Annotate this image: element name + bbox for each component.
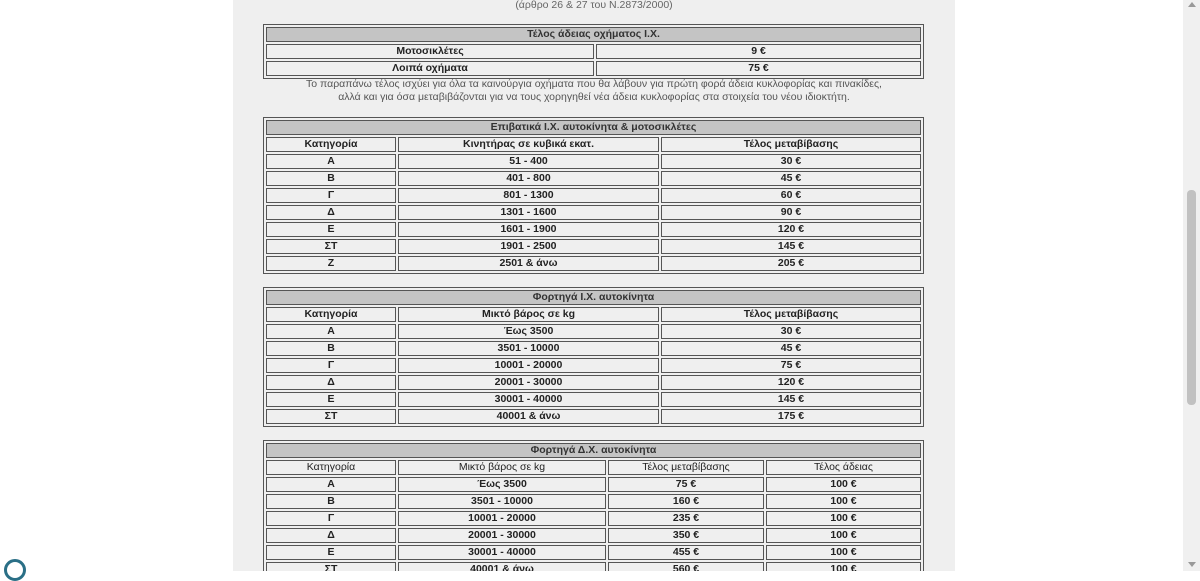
weight-cell: Έως 3500 (398, 324, 659, 339)
law-reference: (άρθρο 26 & 27 του Ν.2873/2000) (515, 0, 673, 11)
category-cell: ΣΤ (266, 409, 396, 424)
private-trucks-transfer-table (263, 287, 924, 427)
cars-transfer-table (263, 117, 924, 274)
table-row (266, 392, 921, 407)
column-header: Κινητήρας σε κυβικά εκατ. (398, 137, 659, 152)
license-fee-cell: 100 € (766, 511, 921, 526)
table-header-row (266, 307, 921, 322)
table-title: Επιβατικά Ι.Χ. αυτοκίνητα & μοτοσικλέτες (266, 120, 921, 135)
weight-cell: 3501 - 10000 (398, 341, 659, 356)
category-cell: Α (266, 154, 396, 169)
scroll-down-arrow-icon[interactable] (1188, 562, 1196, 567)
weight-cell: 20001 - 30000 (398, 528, 606, 543)
fee-cell: 455 € (608, 545, 764, 560)
table-row (266, 477, 921, 492)
fee-cell: 175 € (661, 409, 921, 424)
license-fee-cell: 100 € (766, 545, 921, 560)
category-cell: Β (266, 171, 396, 186)
engine-cell: 1601 - 1900 (398, 222, 659, 237)
category-cell: Α (266, 324, 396, 339)
table-row (266, 44, 921, 59)
weight-cell: 20001 - 30000 (398, 375, 659, 390)
category-cell: Β (266, 341, 396, 356)
category-cell: Β (266, 494, 396, 509)
weight-cell: 10001 - 20000 (398, 511, 606, 526)
note-line: αλλά και για όσα μεταβιβάζονται για να τους χορηγηθεί νέα άδεια κυκλοφορίας στα στοιχεία του νέου ιδιοκτήτη. (338, 91, 850, 103)
engine-cell: 2501 & άνω (398, 256, 659, 271)
table-row (266, 494, 921, 509)
license-fee-cell: 100 € (766, 528, 921, 543)
category-cell: Ε (266, 545, 396, 560)
column-header: Τέλος μεταβίβασης (661, 137, 921, 152)
table-row (266, 154, 921, 169)
table-row (266, 205, 921, 220)
table-row (266, 256, 921, 271)
table-row (266, 61, 921, 76)
table-header-row (266, 137, 921, 152)
fee-cell: 90 € (661, 205, 921, 220)
license-fee-cell: 100 € (766, 562, 921, 571)
engine-cell: 1301 - 1600 (398, 205, 659, 220)
category-cell: Ε (266, 222, 396, 237)
floating-widget-icon[interactable] (4, 559, 26, 581)
fee-cell: 75 € (661, 358, 921, 373)
table-row (266, 341, 921, 356)
category-cell: ΣΤ (266, 562, 396, 571)
table-title: Τέλος άδειας οχήματος Ι.Χ. (266, 27, 921, 42)
fee-cell: 560 € (608, 562, 764, 571)
category-cell: Δ (266, 375, 396, 390)
category-cell: Α (266, 477, 396, 492)
public-trucks-transfer-table (263, 440, 924, 571)
engine-cell: 801 - 1300 (398, 188, 659, 203)
weight-cell: 10001 - 20000 (398, 358, 659, 373)
vehicle-type: Λοιπά οχήματα (266, 61, 594, 76)
fee-cell: 120 € (661, 222, 921, 237)
table-title: Φορτηγά Δ.Χ. αυτοκίνητα (266, 443, 921, 458)
note-line: Το παραπάνω τέλος ισχύει για όλα τα καινούργια οχήματα που θα λάβουν για πρώτη φορά άδεια κυκλοφορίας και πινακίδες, (306, 78, 882, 90)
fee-cell: 205 € (661, 256, 921, 271)
category-cell: Ε (266, 392, 396, 407)
column-header: Μικτό βάρος σε kg (398, 307, 659, 322)
table-row (266, 511, 921, 526)
table-title: Φορτηγά Ι.Χ. αυτοκίνητα (266, 290, 921, 305)
fee-cell: 30 € (661, 154, 921, 169)
fee-cell: 145 € (661, 239, 921, 254)
category-cell: Δ (266, 205, 396, 220)
table-row (266, 171, 921, 186)
engine-cell: 401 - 800 (398, 171, 659, 186)
table-header-row (266, 460, 921, 475)
engine-cell: 1901 - 2500 (398, 239, 659, 254)
table-row (266, 188, 921, 203)
scrollbar-thumb[interactable] (1187, 190, 1196, 405)
scroll-up-arrow-icon[interactable] (1188, 2, 1196, 7)
fee-cell: 145 € (661, 392, 921, 407)
column-header: Κατηγορία (266, 307, 396, 322)
table-row (266, 562, 921, 571)
fee-cell: 30 € (661, 324, 921, 339)
fee-cell: 235 € (608, 511, 764, 526)
vertical-scrollbar[interactable] (1183, 0, 1200, 571)
fee-cell: 120 € (661, 375, 921, 390)
weight-cell: 40001 & άνω (398, 562, 606, 571)
category-cell: Ζ (266, 256, 396, 271)
weight-cell: 30001 - 40000 (398, 392, 659, 407)
table-row (266, 222, 921, 237)
table-row (266, 239, 921, 254)
category-cell: ΣΤ (266, 239, 396, 254)
category-cell: Γ (266, 511, 396, 526)
column-header: Τέλος μεταβίβασης (661, 307, 921, 322)
fee-cell: 45 € (661, 341, 921, 356)
fee-value: 75 € (596, 61, 921, 76)
fee-value: 9 € (596, 44, 921, 59)
engine-cell: 51 - 400 (398, 154, 659, 169)
weight-cell: 40001 & άνω (398, 409, 659, 424)
weight-cell: 30001 - 40000 (398, 545, 606, 560)
column-header: Τέλος μεταβίβασης (608, 460, 764, 475)
fee-cell: 75 € (608, 477, 764, 492)
page-content (233, 0, 955, 571)
column-header: Κατηγορία (266, 137, 396, 152)
fee-cell: 45 € (661, 171, 921, 186)
column-header: Τέλος άδειας (766, 460, 921, 475)
fee-cell: 60 € (661, 188, 921, 203)
table-row (266, 409, 921, 424)
fee-note (233, 78, 955, 104)
table-row (266, 375, 921, 390)
license-fee-table (263, 24, 924, 79)
column-header: Κατηγορία (266, 460, 396, 475)
license-fee-cell: 100 € (766, 477, 921, 492)
fee-cell: 350 € (608, 528, 764, 543)
category-cell: Γ (266, 358, 396, 373)
column-header: Μικτό βάρος σε kg (398, 460, 606, 475)
vehicle-type: Μοτοσικλέτες (266, 44, 594, 59)
category-cell: Δ (266, 528, 396, 543)
license-fee-cell: 100 € (766, 494, 921, 509)
table-row (266, 545, 921, 560)
table-row (266, 358, 921, 373)
weight-cell: 3501 - 10000 (398, 494, 606, 509)
fee-cell: 160 € (608, 494, 764, 509)
table-row (266, 528, 921, 543)
category-cell: Γ (266, 188, 396, 203)
weight-cell: Έως 3500 (398, 477, 606, 492)
table-row (266, 324, 921, 339)
